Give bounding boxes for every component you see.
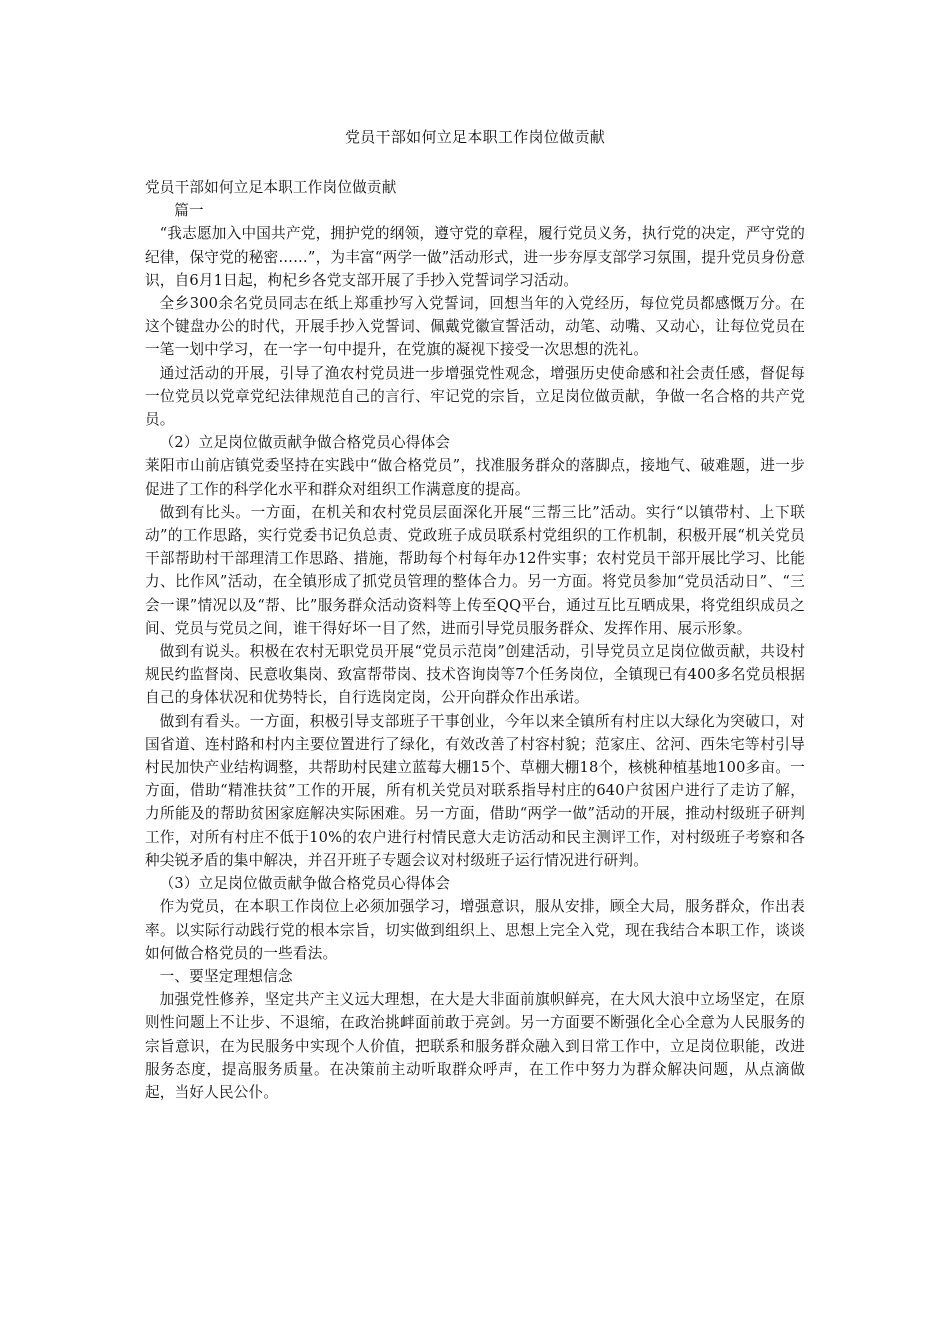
subheading-ideals: 一、要坚定理想信念	[159, 967, 293, 985]
document-body	[145, 176, 805, 1104]
paragraph-comparison: 做到有比头。一方面，在机关和农村党员层面深化开展“三帮三比”活动。实行“以镇带村、上下联动”的工作思路，实行党委书记负总责、党政班子成员联系村党组织的工作机制，积极开展“机关党员干部帮助村干部理清工作思路、措施，帮助每个村每年办12件实事；农村党员干部开展比学习、比能力、比作风”活动，在全镇形成了抓党员管理的整体合力。另一方面。将党员参加“党员活动日”、“三会一课”情况以及“帮、比”服务群众活动资料等上传至QQ平台，通过互比互晒成果，将党组织成员之间、党员与党员之间，谁干得好坏一目了然，进而引导党员服务群众、发挥作用、展示形象。	[145, 503, 805, 637]
paragraph-results: 做到有看头。一方面，积极引导支部班子干事创业，今年以来全镇所有村庄以大绿化为突破口，对国省道、连村路和村内主要位置进行了绿化，有效改善了村容村貌；范家庄、岔河、西朱宅等村引导村民加快产业结构调整，共帮助村民建立蓝莓大棚15个、草棚大棚18个，核桃种植基地100多亩。一方面，借助“精准扶贫”工作的开展，所有机关党员对联系指导村庄的640户贫困户进行了走访了解，力所能及的帮助贫困家庭解决实际困难。另一方面，借助“两学一做”活动的开展，推动村级班子研判工作，对所有村庄不低于10%的农户进行村情民意大走访活动和民主测评工作，对村级班子考察和各种尖锐矛盾的集中解决，并召开班子专题会议对村级班子运行情况进行研判。	[145, 712, 805, 869]
section-label-part-one: 篇一	[174, 202, 204, 220]
paragraph-oath-quote: “我志愿加入中国共产党，拥护党的纲领，遵守党的章程，履行党员义务，执行党的决定，严守党的纪律，保守党的秘密……”，为丰富“两学一做”活动形式，进一步夯厚支部学习氛围，提升党员身份意识，自6月1日起，枸杞乡各党支部开展了手抄入党誓词学习活动。	[145, 225, 805, 289]
section-heading-2: （2）立足岗位做贡献争做合格党员心得体会	[159, 434, 451, 452]
paragraph-party-spirit: 加强党性修养，坚定共产主义远大理想，在大是大非面前旗帜鲜亮，在大风大浪中立场坚定，在原则性问题上不让步、不退缩，在政治挑衅面前敢于亮剑。另一方面要不断强化全心全意为人民服务的宗旨意识，在为民服务中实现个人价值，把联系和服务群众融入到日常工作中，立足岗位职能，改进服务态度，提高服务质量。在决策前主动听取群众呼声，在工作中努力为群众解决问题，从点滴做起，当好人民公仆。	[145, 991, 805, 1101]
paragraph-activity-result: 通过活动的开展，引导了渔农村党员进一步增强党性观念，增强历史使命感和社会责任感，督促每一位党员以党章党纪法律规范自己的言行、牢记党的宗旨，立足岗位做贡献，争做一名合格的共产党员。	[145, 364, 805, 429]
paragraph-laiyang-intro: 莱阳市山前店镇党委坚持在实践中“做合格党员”，找准服务群众的落脚点，接地气、破难题，进一步促进了工作的科学化水平和群众对组织工作满意度的提高。	[145, 457, 805, 498]
paragraph-party-members-copy: 全乡300余名党员同志在纸上郑重抄写入党誓词，回想当年的入党经历，每位党员都感慨万分。在这个键盘办公的时代，开展手抄入党誓词、佩戴党徽宣誓活动，动笔、动嘴、又动心，让每位党员在一笔一划中学习，在一字一句中提升，在党旗的凝视下接受一次思想的洗礼。	[145, 295, 805, 359]
paragraph-as-party-member: 作为党员，在本职工作岗位上必须加强学习，增强意识，服从安排，顾全大局，服务群众，作出表率。以实际行动践行党的根本宗旨，切实做到组织上、思想上完全入党，现在我结合本职工作，谈谈如何做合格党员的一些看法。	[145, 898, 805, 962]
body-heading: 党员干部如何立足本职工作岗位做贡献	[145, 179, 397, 196]
paragraph-speaking: 做到有说头。积极在农村无职党员开展“党员示范岗”创建活动，引导党员立足岗位做贡献，共设村规民约监督岗、民意收集岗、致富帮带岗、技术咨询岗等7个任务岗位，全镇现已有400多名党员根据自己的身体状况和优势特长，自行选岗定岗，公开向群众作出承诺。	[145, 643, 805, 707]
document-title: 党员干部如何立足本职工作岗位做贡献	[344, 128, 606, 146]
section-heading-3: （3）立足岗位做贡献争做合格党员心得体会	[159, 875, 451, 893]
